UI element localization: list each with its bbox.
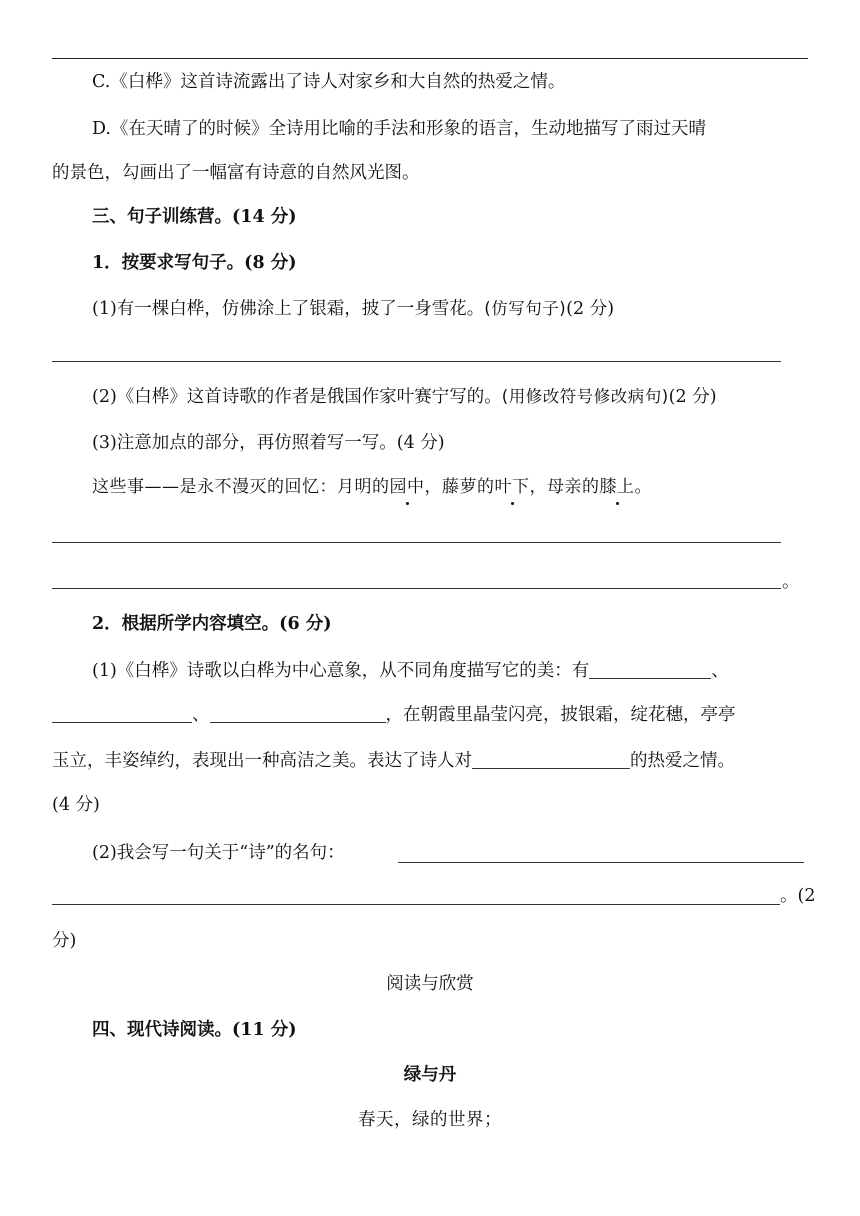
q1-2-hint: (用修改符号修改病句): [501, 387, 669, 406]
q1-1-score: (2 分): [566, 299, 615, 319]
q1-3-prompt: (3)注意加点的部分，再仿照着写一写。(4 分): [92, 433, 445, 453]
q1-3-answer-line1[interactable]: [52, 542, 781, 543]
reading-heading: 阅读与欣赏: [386, 974, 474, 994]
q2-1-blank-2[interactable]: [52, 704, 192, 723]
q2-1-sep2: 、: [192, 705, 210, 725]
option-d-line2: 的景色，勾画出了一幅富有诗意的自然风光图。: [52, 163, 420, 183]
q2-1-line2: [52, 703, 736, 727]
q1-text: 1．按要求写句子。(8 分): [92, 253, 297, 273]
poem-title: 绿与丹: [403, 1065, 457, 1085]
option-d-line1: D.《在天晴了的时候》全诗用比喻的手法和形象的语言，生动地描写了雨过天晴: [92, 119, 706, 139]
q2-1-text-a: (1)《白桦》诗歌以白桦为中心意象，从不同角度描写它的美：有: [92, 661, 590, 681]
q2-1-line1: [92, 659, 729, 683]
q1-1-prompt: [92, 297, 614, 321]
section3-title: 三、句子训练营。(14 分): [92, 207, 297, 227]
example-sep1: ，: [424, 477, 442, 497]
option-c: C.《白桦》这首诗流露出了诗人对家乡和大自然的热爱之情。: [92, 72, 566, 92]
example-dotted-2: 叶下: [494, 477, 530, 497]
example-group3-lead: 母亲的: [547, 477, 600, 497]
q2-1-text-d: 的热爱之情。: [630, 751, 735, 771]
q2-text: 2．根据所学内容填空。(6 分): [92, 614, 332, 634]
q1-1-answer-line[interactable]: [52, 361, 781, 362]
q1-2-score: (2 分): [668, 387, 717, 407]
q2-2-text: (2)我会写一句关于“诗”的名句：: [92, 843, 345, 863]
section4-title: 四、现代诗阅读。(11 分): [92, 1020, 297, 1040]
q2-2-score: 分): [52, 931, 77, 951]
q1-3-example: [92, 475, 652, 499]
q1-1-hint: (仿写句子): [484, 299, 567, 318]
top-rule: [52, 58, 808, 59]
example-group1-lead: 月明的: [337, 477, 390, 497]
q1-1-text: (1)有一棵白桦，仿佛涂上了银霜，披了一身雪花。: [92, 299, 485, 319]
q2-1-blank-4[interactable]: [472, 750, 630, 769]
q2-2-answer-line2[interactable]: [52, 904, 780, 905]
q2-1-blank-1[interactable]: [589, 660, 711, 679]
q1-2-text: (2)《白桦》这首诗歌的作者是俄国作家叶赛宁写的。: [92, 387, 502, 407]
example-dotted-3: 膝上: [599, 477, 635, 497]
q2-2-end: 。(2: [780, 886, 816, 906]
q2-heading: [92, 612, 332, 636]
q2-1-line3: [52, 749, 735, 773]
q1-3-answer-line2[interactable]: [52, 588, 781, 589]
q1-3-period: 。: [782, 572, 800, 592]
q2-1-blank-3[interactable]: [210, 704, 386, 723]
q2-1-text-c: 玉立，丰姿绰约，表现出一种高洁之美。表达了诗人对: [52, 751, 472, 771]
q1-2-prompt: [92, 385, 717, 409]
q1-heading: [92, 251, 297, 275]
example-dotted-1: 园中: [389, 477, 425, 497]
q2-2-line1: [92, 841, 345, 865]
poem-line-1: 春天，绿的世界；: [358, 1110, 502, 1130]
example-group2-lead: 藤萝的: [442, 477, 495, 497]
q2-1-sep1: 、: [711, 661, 729, 681]
q2-1-score: (4 分): [52, 795, 100, 815]
example-prefix: 这些事——是永不漫灭的回忆：: [92, 477, 337, 497]
q2-1-text-b: ，在朝霞里晶莹闪亮，披银霜，绽花穗，亭亭: [385, 705, 736, 725]
example-sep2: ，: [529, 477, 547, 497]
q2-2-answer-line1[interactable]: [398, 862, 804, 863]
example-end: 。: [634, 477, 652, 497]
